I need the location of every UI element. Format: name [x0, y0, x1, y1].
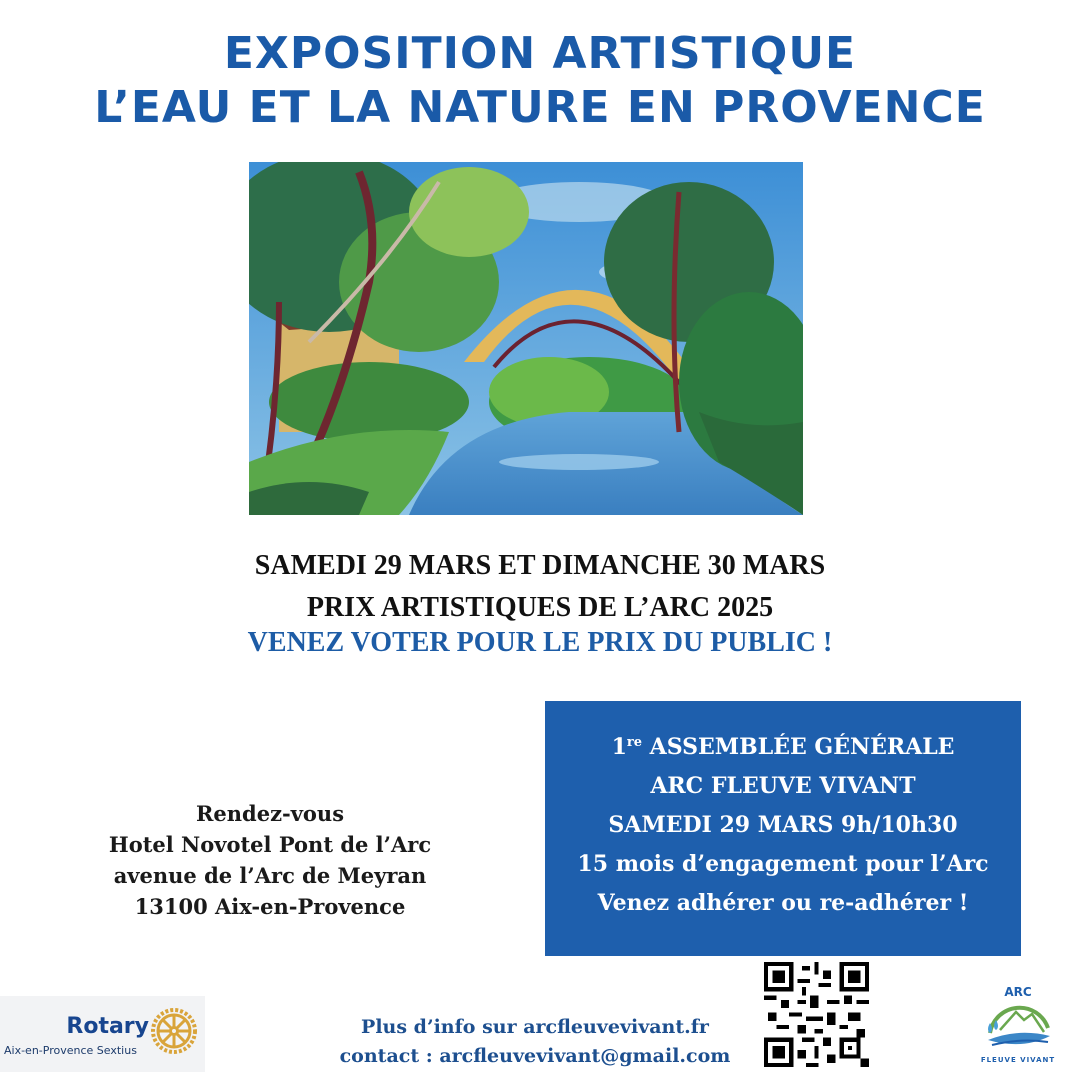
- venue-heading: Rendez-vous: [195, 801, 345, 826]
- general-assembly-box: [545, 701, 1021, 956]
- assembly-date: SAMEDI 29 MARS 9h/10h30: [608, 812, 958, 838]
- venue-city: 13100 Aix-en-Provence: [134, 894, 406, 919]
- venue-block: [80, 798, 460, 922]
- venue-hotel: Hotel Novotel Pont de l’Arc: [108, 832, 432, 857]
- assembly-join-call: Venez adhérer ou re-adhérer !: [597, 890, 969, 916]
- title-line-1: EXPOSITION ARTISTIQUE: [223, 28, 857, 79]
- rotary-club: Aix-en-Provence Sextius: [4, 1044, 137, 1057]
- title-line-2: L’EAU ET LA NATURE EN PROVENCE: [94, 82, 986, 133]
- qr-code[interactable]: [764, 962, 869, 1067]
- bridge-painting: [249, 162, 803, 515]
- assembly-engagement: 15 mois d’engagement pour l’Arc: [577, 851, 989, 877]
- prize-title: PRIX ARTISTIQUES DE L’ARC 2025: [306, 592, 774, 623]
- rotary-logo: [0, 996, 205, 1072]
- event-dates: SAMEDI 29 MARS ET DIMANCHE 30 MARS: [254, 550, 826, 581]
- contact-block: [300, 1013, 770, 1071]
- arc-fleuve-vivant-logo: [972, 978, 1064, 1070]
- vote-call: VENEZ VOTER POUR LE PRIX DU PUBLIC !: [247, 627, 833, 658]
- assembly-org: ARC FLEUVE VIVANT: [650, 773, 916, 799]
- website-link[interactable]: Plus d’info sur arcfleuvevivant.fr: [361, 1016, 709, 1038]
- email-link[interactable]: contact : arcfleuvevivant@gmail.com: [339, 1045, 731, 1067]
- assembly-title: 1re ASSEMBLÉE GÉNÉRALE: [611, 734, 955, 760]
- rotary-name: Rotary: [66, 1014, 149, 1039]
- logo-fleuve-vivant-text: FLEUVE VIVANT: [980, 1056, 1056, 1064]
- rotary-wheel-icon: [151, 1008, 197, 1054]
- logo-arc-text: ARC: [1004, 985, 1032, 999]
- venue-street: avenue de l’Arc de Meyran: [113, 863, 427, 888]
